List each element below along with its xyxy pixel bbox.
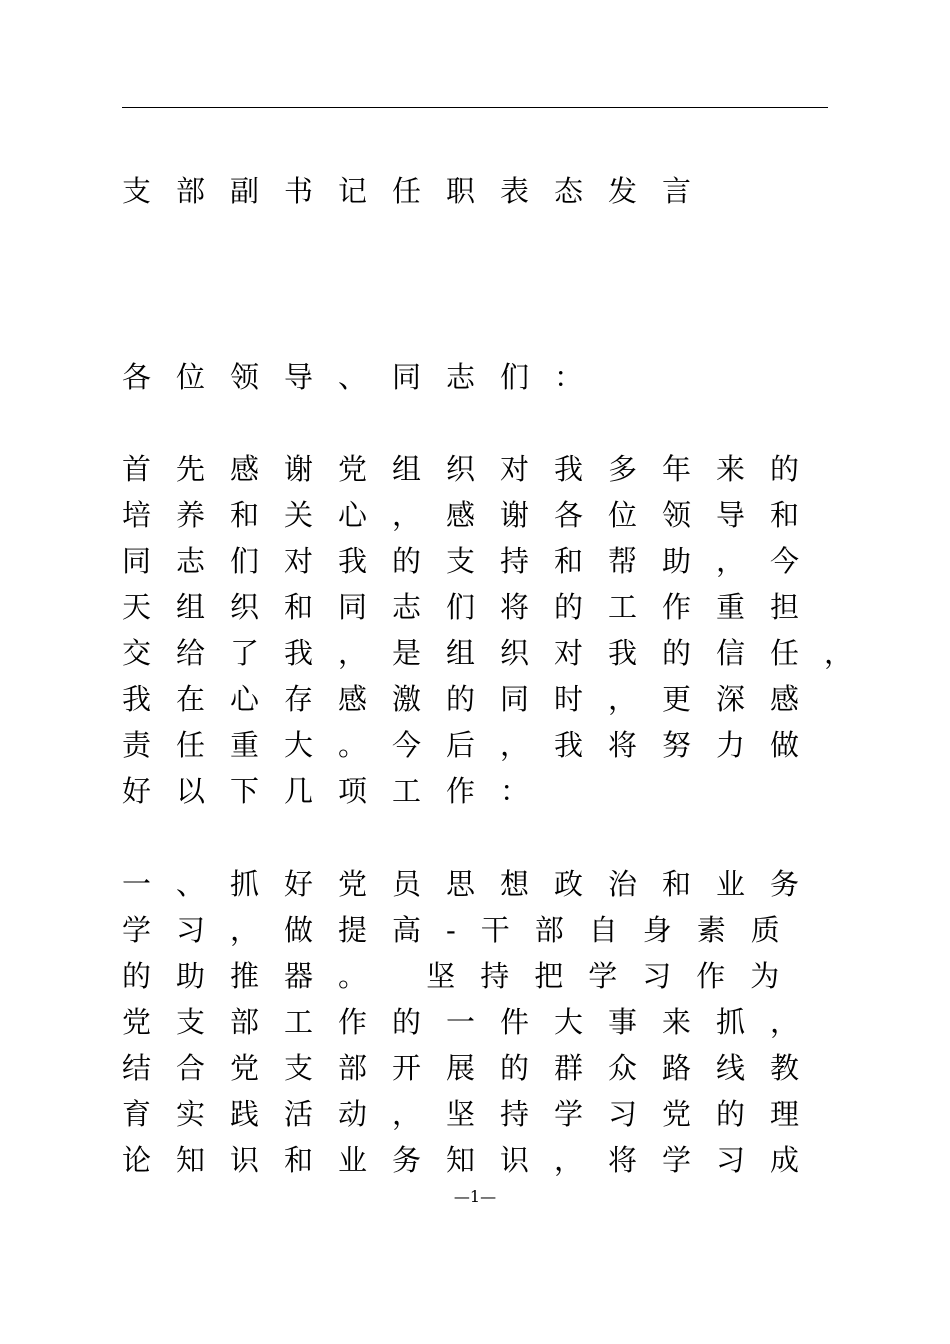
paragraph-line: 责任重大。今后，我将努力做 <box>122 728 825 762</box>
paragraph-line: 首先感谢党组织对我多年来的 <box>122 452 825 486</box>
paragraph-line: 育实践活动，坚持学习党的理 <box>122 1097 825 1131</box>
paragraph-line: 天组织和同志们将的工作重担 <box>122 590 825 624</box>
paragraph-line: 的助推器。 坚持把学习作为 <box>122 959 805 993</box>
paragraph-line: 同志们对我的支持和帮助，今 <box>122 544 825 578</box>
paragraph-line: 我在心存感激的同时，更深感 <box>122 682 825 716</box>
paragraph-line: 一、抓好党员思想政治和业务 <box>122 867 825 901</box>
paragraph-line: 党支部工作的一件大事来抓， <box>122 1005 825 1039</box>
header-rule <box>122 107 828 108</box>
paragraph-line: 培养和关心，感谢各位领导和 <box>122 498 825 532</box>
document-title: 支部副书记任职表态发言 <box>122 174 717 208</box>
salutation: 各位领导、同志们： <box>122 360 609 394</box>
paragraph-line: 好以下几项工作： <box>122 774 555 808</box>
paragraph-line: 论知识和业务知识，将学习成 <box>122 1143 825 1177</box>
paragraph-line: 学习，做提高-干部自身素质 <box>122 913 805 947</box>
paragraph-line: 交给了我，是组织对我的信任， <box>122 636 879 670</box>
paragraph-line: 结合党支部开展的群众路线教 <box>122 1051 825 1085</box>
page-number: —1— <box>453 1187 497 1206</box>
